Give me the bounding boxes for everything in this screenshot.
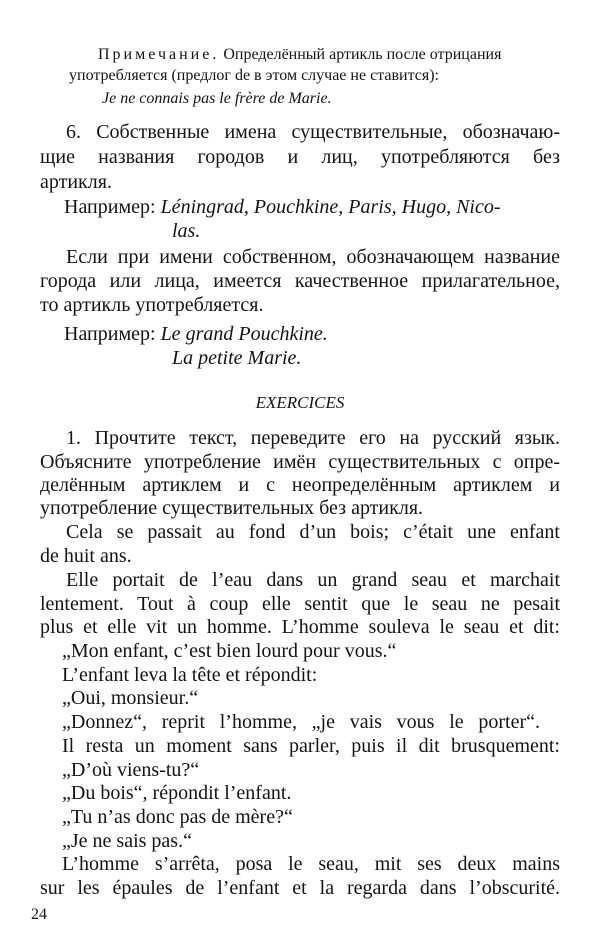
text-line-9: „Donnez“, reprit l’homme, „je vais vous le porter“. <box>62 711 540 733</box>
note-example: Je ne connais pas le frère de Marie. <box>102 90 332 107</box>
text-line-10: Il resta un moment sans parler, puis il dit brusquement: <box>62 735 560 757</box>
example-1-line-2: las. <box>172 220 201 242</box>
example-1-label: Например: <box>64 196 156 218</box>
example-1-names: Léningrad, Pouchkine, Paris, Hugo, Nico- <box>160 196 501 218</box>
task-line-2: Объясните употребление имён существительных с опре- <box>40 451 560 473</box>
note-label: Примечание. <box>98 46 220 63</box>
rule6-line-1: 6. Собственные имена существительные, обозначаю- <box>66 121 560 143</box>
text-line-1: Cela se passait au fond d’un bois; c’était une enfant <box>66 521 560 543</box>
text-line-16: sur les épaules de l’enfant et la regarda dans l’obscurité. <box>40 877 560 899</box>
text-line-2: de huit ans. <box>40 545 132 567</box>
text-line-11: „D’où viens-tu?“ <box>62 759 200 781</box>
adj-line-2: города или лица, имеется качественное прилагательное, <box>40 270 560 292</box>
text-line-15: L’homme s’arrêta, posa le seau, mit ses deux mains <box>62 853 560 875</box>
example-2-line-1 <box>64 323 328 346</box>
text-line-8: „Oui, monsieur.“ <box>62 687 199 709</box>
adj-line-1: Если при имени собственном, обозначающем название <box>66 246 560 268</box>
note-line-1-text: Определённый артикль после отрицания <box>223 46 502 63</box>
text-line-4: lentement. Tout à coup elle sentit que le seau ne pesait <box>40 593 560 615</box>
example-2-text-1: Le grand Pouchkine. <box>160 323 328 345</box>
example-2-line-2: La petite Marie. <box>172 347 302 369</box>
example-1-line-1 <box>64 196 501 219</box>
exercises-heading: EXERCICES <box>255 393 345 412</box>
example-2-label: Например: <box>64 323 156 345</box>
text-line-13: „Tu n’as donc pas de mère?“ <box>62 806 293 828</box>
task-line-4: употребление существительных без артикля. <box>40 497 424 519</box>
page-number: 24 <box>31 906 47 923</box>
text-line-6: „Mon enfant, c’est bien lourd pour vous.“ <box>62 640 397 662</box>
note-line-2: употребляется (предлог de в этом случае не ставится): <box>69 67 439 84</box>
rule6-line-3: артикля. <box>40 171 112 193</box>
text-line-12: „Du bois“, répondit l’enfant. <box>62 782 292 804</box>
text-line-3: Elle portait de l’eau dans un grand seau et marchait <box>66 569 560 591</box>
task-line-1: 1. Прочтите текст, переведите его на русский язык. <box>66 427 560 449</box>
text-line-5: plus et elle vit un homme. L’homme souleva le seau et dit: <box>40 616 560 638</box>
text-line-7: L’enfant leva la tête et répondit: <box>62 664 318 686</box>
adj-line-3: то артикль употребляется. <box>40 294 264 316</box>
text-line-14: „Je ne sais pas.“ <box>62 830 192 852</box>
task-line-3: делённым артиклем и с неопределённым артиклем и <box>40 474 560 496</box>
note-line-1 <box>98 46 501 64</box>
rule6-line-2: щие названия городов и лиц, употребляются без <box>40 146 560 168</box>
